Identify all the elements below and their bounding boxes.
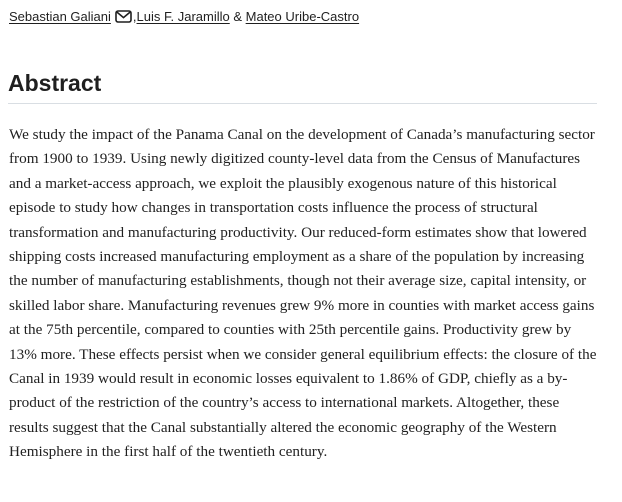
heading-divider (8, 103, 597, 104)
author-separator-ampersand: & (229, 9, 246, 24)
abstract-text: We study the impact of the Panama Canal on the development of Canada’s manufacturing sector from 1900 to 1939. Using newly digitized county-level data from the Census of Manufactures and a market-access approach, we exploit the plausibly exogenous nature of this historical episode to study how changes in transportation costs influence the process of structural transformation and manufacturing productivity. Our reduced-form estimates show that lowered shipping costs increased manufacturing employment as a share of the population by increasing the number of manufacturing establishments, though not their average size, capital intensity, or skilled labor share. Manufacturing revenues grew 9% more in counties with market access gains at the 75th percentile, compared to counties with 25th percentile gains. Productivity grew by 13% more. These effects persist when we consider general equilibrium effects: the closure of the Canal in 1939 would result in economic losses equivalent to 1.86% of GDP, chiefly as a by-product of the restriction of the country’s access to international markets. Altogether, these results suggest that the Canal substantially altered the economic geography of the Western Hemisphere in the first half of the twentieth century. (9, 126, 597, 461)
author-list (9, 8, 359, 26)
author-separator-comma: , (132, 9, 137, 24)
abstract-heading: Abstract (8, 70, 102, 96)
author-link-uribe-castro[interactable]: Mateo Uribe-Castro (245, 9, 360, 24)
author-link-jaramillo[interactable]: Luis F. Jaramillo (136, 9, 230, 24)
author-link-galiani[interactable]: Sebastian Galiani (9, 9, 111, 24)
envelope-icon[interactable] (115, 10, 132, 23)
